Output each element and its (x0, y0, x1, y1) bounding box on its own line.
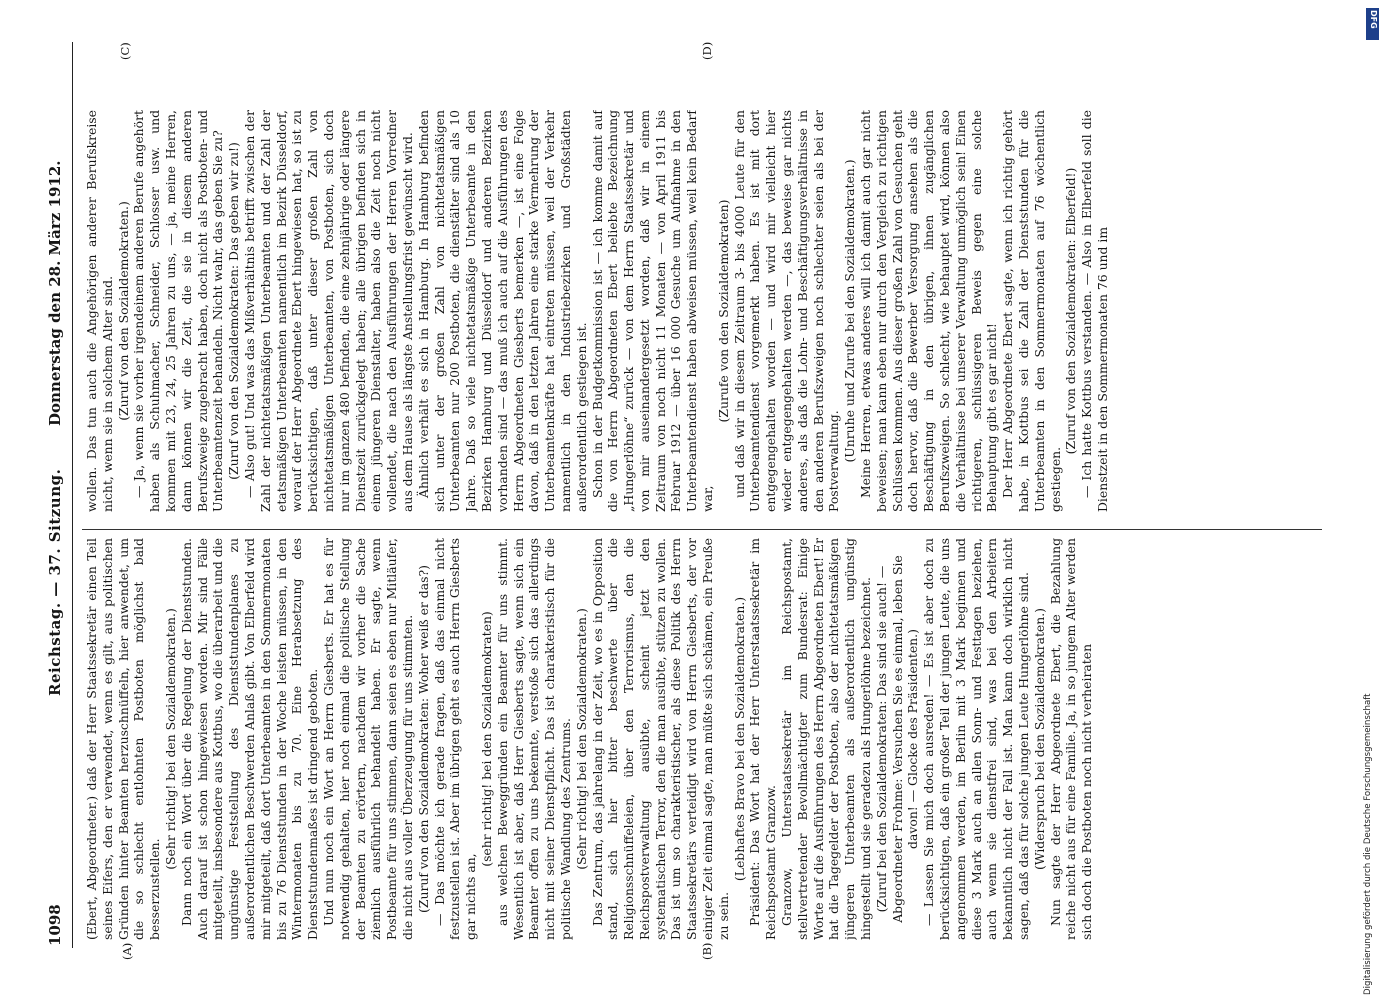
paragraph: Präsident: Das Wort hat der Herr Unterstaatssekretär im Reichspostamt Granzow. (747, 538, 779, 940)
header-rule (72, 42, 73, 948)
paragraph: Meine Herren, etwas anderes will ich damit auch gar nicht beweisen; man kann eben nur durch den Vergleich zu richtigen Schlüssen kommen. Aus dieser großen Zahl von Gesuchen geht doch hervor, daß die Bewerber Versorgung ansehen als die Beschäftigung in den übrigen, ihnen zugänglichen Berufszweigen. So schlecht, wie behauptet wird, können also die Verhältnisse bei unserer Verwaltung unmöglich sein! Einen richtigeren, schlüssigeren Beweis gegen eine solche Behauptung gibt es gar nicht! (858, 110, 1000, 512)
paragraph: — Das möchte ich gerade fragen, daß das einmal nicht festzustellen ist. Aber im übrigen geht es auch Herrn Giesberts gar nichts an, (431, 538, 479, 940)
paragraph: — Lassen Sie mich doch ausreden! — Es ist aber doch zu berücksichtigen, daß ein großer Teil der jungen Leute, die uns angenommen werden, im Berlin mit 3 Mark beginnen und diese 3 Mark auch an allen Sonn- und Festtagen beziehen, auch wenn sie dienstfrei sind, was bei den Arbeitern bekanntlich nicht der Fall ist. Man kann doch wirklich nicht sagen, daß das für solche jungen Leute Hungerlöhne sind. (921, 538, 1032, 940)
margin-mark-b: (B) (700, 942, 714, 960)
interjection: (Zurufe von den Sozialdemokraten) (715, 199, 731, 423)
dfg-logo-text: DFG (1369, 10, 1378, 29)
paragraph: — Also gut! Und was das Mißverhältnis betrifft zwischen der Zahl der nichtetatsmäßigen Unterbeamten und der Zahl der etatsmäßigen Unterbeamten namentlich im Bezirk Düsseldorf, worauf der Herr Abgeordnete Ebert hingewiesen hat, so ist zu berücksichtigen, daß unter dieser großen Zahl von nichtetatsmäßigen Unterbeamten, von Postboten, sich doch nur im ganzen 480 befinden, die eine zehnjährige oder längere Dienstzeit zurückgelegt haben; alle übrigen befinden sich in einem jüngeren Dienstalter, haben also die Zeit noch nicht vollendet, die nach den Ausführungen der Herren Vorredner aus dem Hause als längste Anstellungsfrist gewünscht wird. (241, 110, 415, 512)
paragraph: aus welchen Beweggründen ein Beamter für uns stimmt. Wesentlich ist aber, daß Herr Giesberts sagte, wenn sich ein Beamter offen zu uns bekennte, verstoße sich das allerdings nicht mit seiner Dienstpflicht. Das ist charakteristisch für die politische Wandlung des Zentrums. (494, 538, 573, 940)
paragraph: Ähnlich verhält es sich in Hamburg. In Hamburg befinden sich unter der großen Zahl von nichtetatsmäßigen Unterbeamten nur 200 Postboten, die dienstälter sind als 10 Jahre. Daß so viele nichtetatsmäßige Unterbeamte in den Bezirken Hamburg und Düsseldorf und anderen Bezirken vorhanden sind — das muß ich auch auf die Ausführungen des Herrn Abgeordneten Giesberts bemerken —, ist eine Folge davon, daß in den letzten Jahren eine starke Vermehrung der Unterbeamtenkräfte hat eintreten müssen, weil der Verkehr namentlich in den Industriebezirken und Großstädten außerordentlich gestiegen ist. (415, 110, 589, 512)
interjection: (Zuruf bei den Sozialdemokraten: Das sind sie auch! — Abgeordneter Frohme: Versuchen Sie es einmal, leben Sie davon! — Glocke des Präsidenten.) (873, 555, 921, 923)
paragraph: wollen. Das tun auch die Angehörigen anderer Berufskreise nicht, wenn sie in solchem Alter sind. (84, 110, 115, 512)
paragraph: und daß wir in diesem Zeitraum 3- bis 4000 Leute für den Unterbeamtendienst vorgemerkt haben. Es ist mit dort entgegengehalten worden — und wird mir vielleicht hier wieder entgegengehalten werden —, das beweise gar nichts anderes, als daß die Lohn- und Beschäftigungsverhältnisse in den anderen Berufszweigen noch schlechter seien als bei der Postverwaltung. (731, 110, 842, 512)
interjection: (Unruhe und Zurufe bei den Sozialdemokraten.) (842, 159, 858, 463)
page-title: Reichstag. — 37. Sitzung. (46, 468, 64, 696)
interjection: (Sehr richtig! bei den Sozialdemokraten.) (162, 608, 178, 870)
interjection: (Zuruf von den Sozialdemokraten.) (115, 201, 131, 421)
paragraph: Nun sagte der Herr Abgeordnete Ebert, die Bezahlung reiche nicht aus für eine Familie. Ja, in so jungem Alter werden sich doch die Postboten noch nicht verheiraten (1047, 538, 1095, 940)
paragraph: — Ich hatte Kottbus verstanden. — Also in Elberfeld soll die Dienstzeit in den Sommermonaten 76 und im (1079, 110, 1110, 512)
page-number: 1098 (46, 904, 64, 946)
interjection: (Widerspruch bei den Sozialdemokraten.) (1031, 607, 1047, 871)
margin-mark-c: (C) (118, 42, 132, 60)
margin-mark-a: (A) (120, 942, 134, 960)
left-column (84, 538, 1324, 940)
interjection: (sehr richtig! bei den Sozialdemokraten) (478, 611, 494, 867)
paragraph: Granzow, Unterstaatssekretär im Reichspostamt, stellvertretender Bevollmächtigter zum Bundesrat: Einige Worte auf die Ausführungen des Herrn Abgeordneten Ebert! Er hat die Tagegelder der Postboten, also der nichtetatsmäßigen jüngeren Unterbeamten als außerordentlich ungünstig hingestellt und sie geradezu als Hungerlöhne bezeichnet. (779, 538, 874, 940)
digitization-credit: Digitalisierung gefördert durch die Deutsche Forschungsgemeinschaft (1363, 693, 1373, 995)
interjection: (Sehr richtig! bei den Sozialdemokraten.) (573, 608, 589, 870)
interjection: (Zuruf von den Sozialdemokraten: Elberfeld!) (1063, 167, 1079, 455)
right-column (84, 110, 1324, 512)
paragraph: — Ja, wenn sie vorher irgendeinem anderen Berufe angehört haben als Schuhmacher, Schneider, Schlosser usw. und kommen mit 23, 24, 25 Jahren zu uns, — ja, meine Herren, dann können wir die Zeit, die sie in diesem anderen Berufszweige zugebracht haben, doch nicht als Postboten- und Unterbeamtenzeit behandeln. Nicht wahr, das geben Sie zu? (131, 110, 226, 512)
interjection: (Lebhaftes Bravo bei den Sozialdemokraten.) (731, 596, 747, 882)
session-date: Donnerstag den 28. März 1912. (46, 160, 64, 426)
paragraph: Das Zentrum, das jahrelang in der Zeit, wo es in Opposition stand, sich hier bitter beschwerte über die Religionsschnüffeleien, über den Terrorismus, den die Reichspostverwaltung ausübte, scheint jetzt den systematischen Terror, den die man ausübte, stützen zu wollen. Das ist um so charakteristischer, als diese Politik des Herrn Staatssekretärs verteidigt wird von Herrn Giesberts, der vor einiger Zeit einmal sagte, man müßte sich schämen, ein Preuße zu sein. (589, 538, 731, 940)
margin-mark-d: (D) (700, 41, 714, 60)
paragraph: Der Herr Abgeordnete Ebert sagte, wenn ich richtig gehört habe, in Kottbus sei die Zahl der Dienststunden für die Unterbeamten in den Sommermonaten auf 76 wöchentlich gestiegen. (1000, 110, 1063, 512)
page-header (46, 46, 72, 946)
interjection: (Zuruf von den Sozialdemokraten: Das geben wir zu!) (226, 142, 242, 480)
paragraph: (Ebert, Abgeordneter.) daß der Herr Staatssekretär einen Teil seines Eifers, den er verwendet, wenn es gilt, aus politischen Gründen hinter Beamten herzuschnüffeln, hier anwendet, um die so schlecht entlohnten Postboten möglichst bald besserzustellen. (84, 538, 163, 940)
paragraph: Schon in der Budgetkommission ist — ich komme damit auf die von Herrn Abgeordneten Ebert beliebte Bezeichnung „Hungerlöhne“ zurück — von dem Herrn Staatssekretär und von mir auseinandergesetzt worden, daß wir in einem Zeitraum von noch nicht 11 Monaten — von April 1911 bis Februar 1912 — über 16 000 Gesuche um Aufnahme in den Unterbeamtendienst haben abweisen müssen, weil kein Bedarf war, (589, 110, 716, 512)
column-divider (82, 529, 1322, 530)
paragraph: Und nun noch ein Wort an Herrn Giesberts. Er hat es für notwendig gehalten, hier noch einmal die politische Stellung der Beamten zu erörtern, nachdem wir vorher die Sache ziemlich ausführlich behandelt haben. Er sagte, wenn Postbeamte für uns stimmen, dann seien es eben nur Mitläufer, die nicht aus voller Überzeugung für uns stimmten. (320, 538, 415, 940)
paragraph: Dann noch ein Wort über die Regelung der Dienststunden. Auch darauf ist schon hingewiesen worden. Mir sind Fälle mitgeteilt, insbesondere aus Kottbus, wo die überarbeit und die ungünstige Feststellung des Dienststundenplanes zu außerordentlichen Beschwerden Anlaß gibt. Von Elberfeld wird mir mitgeteilt, daß dort Unterbeamten in den Sommermonaten bis zu 76 Dienststunden in der Woche leisten müssen, in den Wintermonaten bis zu 70. Eine Herabsetzung des Dienststundenmaßes ist dringend geboten. (178, 538, 321, 940)
interjection: (Zuruf von den Sozialdemokraten: Woher weiß er das?) (415, 565, 431, 913)
